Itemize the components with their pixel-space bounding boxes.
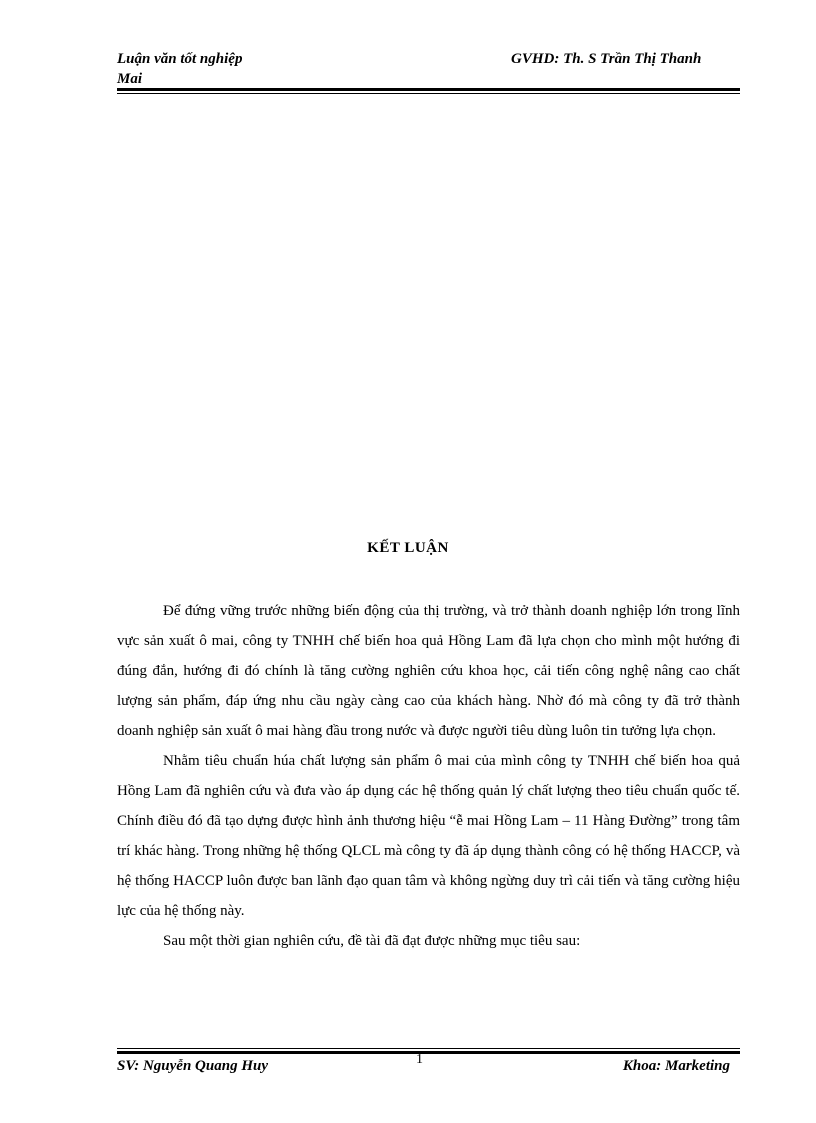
footer-student: SV: Nguyễn Quang Huy — [117, 1058, 268, 1074]
header-left-text — [117, 49, 317, 89]
page-number: 1 — [416, 1052, 423, 1067]
header-advisor: GVHD: Th. S Trần Thị Thanh — [511, 51, 702, 67]
paragraph-1: Để đứng vững trước những biến động của thị trường, và trở thành doanh nghiệp lớn trong lĩnh vực sản xuất ô mai, công ty TNHH chế biến hoa quả Hồng Lam đã lựa chọn cho mình một hướng đi đúng đắn, hướng đi đó chính là tăng cường nghiên cứu khoa học, cải tiến công nghệ nâng cao chất lượng sản phẩm, đáp ứng nhu cầu ngày càng cao của khách hàng. Nhờ đó mà công ty đã trở thành doanh nghiệp sản xuất ô mai hàng đầu trong nước và được người tiêu dùng luôn tin tưởng lựa chọn. — [117, 603, 740, 739]
header-rule-thin — [117, 93, 740, 94]
header-advisor-continuation: Mai — [117, 71, 143, 87]
footer-rule-thick — [117, 1051, 740, 1054]
header-title: Luận văn tốt nghiệp — [117, 51, 243, 67]
paragraph-2: Nhằm tiêu chuẩn húa chất lượng sản phẩm ô mai của mình công ty TNHH chế biến hoa quả Hồng Lam đã nghiên cứu và đưa vào áp dụng các hệ thống quản lý chất lượng theo tiêu chuẩn quốc tế. Chính điều đó đã tạo dựng được hình ảnh thương hiệu “ễ mai Hồng Lam – 11 Hàng Đường” trong tâm trí khác hàng. Trong những hệ thống QLCL mà công ty đã áp dụng thành công có hệ thống HACCP, và hệ thống HACCP luôn được ban lãnh đạo quan tâm và không ngừng duy trì cải tiến và tăng cường hiệu lực của hệ thống này. — [117, 753, 740, 919]
paragraph-3: Sau một thời gian nghiên cứu, đề tài đã đạt được những mục tiêu sau: — [163, 933, 581, 949]
footer-rule-thin — [117, 1048, 740, 1049]
body-text — [117, 596, 740, 956]
header-rule-thick — [117, 88, 740, 91]
section-title: KẾT LUẬN — [367, 540, 449, 556]
footer-faculty: Khoa: Marketing — [622, 1058, 730, 1074]
